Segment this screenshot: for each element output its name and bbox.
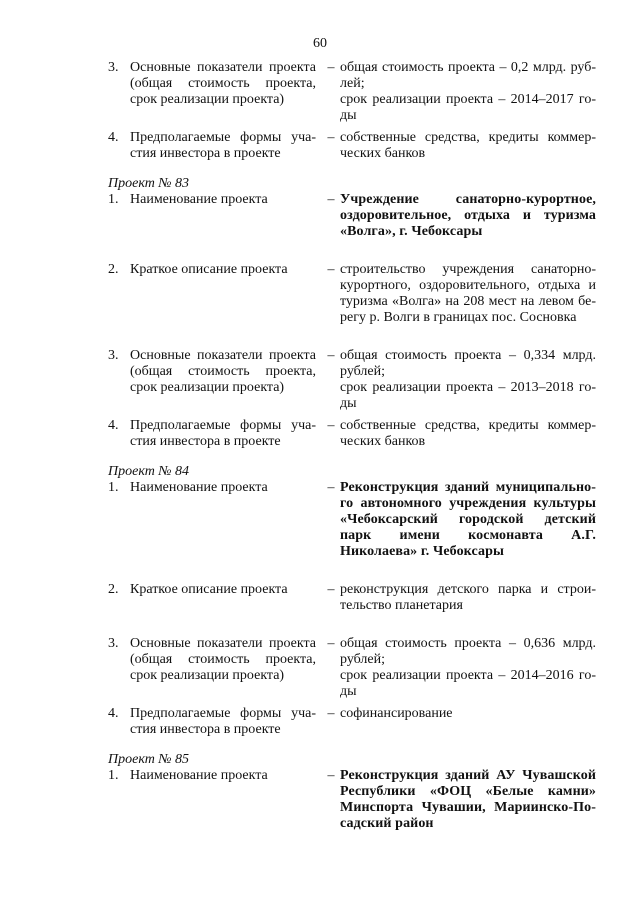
project-84-row-2 bbox=[108, 582, 596, 614]
row-number: 2. bbox=[108, 582, 119, 597]
value-line: Реконструкция зданий АУ Чувашской Республики «ФОЦ «Белые камни» Минспорта Чувашии, Мариинско-По-садский район bbox=[340, 768, 596, 831]
project-title: Проект № 85 bbox=[108, 752, 189, 767]
page-number: 60 bbox=[313, 36, 327, 51]
row-value bbox=[340, 768, 596, 832]
row-label: Краткое описание проекта bbox=[130, 262, 288, 277]
row-dash: – bbox=[327, 636, 335, 651]
row-value bbox=[340, 130, 596, 162]
row-value bbox=[340, 192, 596, 240]
row-number: 1. bbox=[108, 768, 119, 783]
row-value bbox=[340, 480, 596, 560]
value-line: собственные средства, кредиты коммер-ческих банков bbox=[340, 418, 596, 449]
row-dash: – bbox=[327, 480, 335, 495]
row-value bbox=[340, 706, 596, 722]
value-line: общая стоимость проекта – 0,334 млрд. рублей; bbox=[340, 348, 596, 379]
row-number: 4. bbox=[108, 706, 119, 721]
row-dash: – bbox=[327, 60, 335, 75]
intro-row-3 bbox=[108, 60, 596, 123]
project-83-row-3 bbox=[108, 348, 596, 411]
row-number: 3. bbox=[108, 636, 119, 651]
row-label: Наименование проекта bbox=[130, 480, 268, 495]
value-line: общая стоимость проекта – 0,2 млрд. руб-лей; bbox=[340, 60, 596, 91]
row-dash: – bbox=[327, 348, 335, 363]
row-number: 4. bbox=[108, 130, 119, 145]
project-83-row-1 bbox=[108, 192, 596, 240]
row-label: Предполагаемые формы уча-стия инвестора в проекте bbox=[130, 418, 316, 449]
value-line: строительство учреждения санаторно-курортного, оздоровительного, отдыха и туризма «Волга» на 208 мест на левом бе-регу р. Волги в границах пос. Сосновка bbox=[340, 262, 596, 325]
project-title: Проект № 84 bbox=[108, 464, 189, 479]
row-value bbox=[340, 636, 596, 700]
row-number: 3. bbox=[108, 348, 119, 363]
value-line: срок реализации проекта – 2014–2017 го-ды bbox=[340, 92, 596, 123]
row-dash: – bbox=[327, 582, 335, 597]
value-line: Реконструкция зданий муниципально-го автономного учреждения культуры «Чебоксарский городской детский парк имени космонавта А.Г. Николаева» г. Чебоксары bbox=[340, 480, 596, 559]
row-label: Основные показатели проекта (общая стоимость проекта, срок реализации проекта) bbox=[130, 348, 316, 395]
project-83-row-2 bbox=[108, 262, 596, 326]
row-label: Предполагаемые формы уча-стия инвестора в проекте bbox=[130, 130, 316, 161]
row-label: Наименование проекта bbox=[130, 192, 268, 207]
row-number: 3. bbox=[108, 60, 119, 75]
row-value bbox=[340, 60, 596, 124]
row-value bbox=[340, 348, 596, 412]
project-title: Проект № 83 bbox=[108, 176, 189, 191]
row-label: Основные показатели проекта (общая стоимость проекта, срок реализации проекта) bbox=[130, 60, 316, 107]
row-dash: – bbox=[327, 418, 335, 433]
row-label: Предполагаемые формы уча-стия инвестора в проекте bbox=[130, 706, 316, 737]
row-label: Наименование проекта bbox=[130, 768, 268, 783]
value-line: реконструкция детского парка и строи-тельство планетария bbox=[340, 582, 596, 613]
row-number: 2. bbox=[108, 262, 119, 277]
row-value bbox=[340, 262, 596, 326]
value-line: срок реализации проекта – 2013–2018 го-ды bbox=[340, 380, 596, 411]
row-value bbox=[340, 418, 596, 450]
project-85-row-1 bbox=[108, 768, 596, 832]
project-84-row-3 bbox=[108, 636, 596, 699]
row-number: 1. bbox=[108, 480, 119, 495]
row-label: Краткое описание проекта bbox=[130, 582, 288, 597]
document-body bbox=[108, 60, 596, 832]
row-number: 4. bbox=[108, 418, 119, 433]
row-dash: – bbox=[327, 706, 335, 721]
project-83-row-4 bbox=[108, 418, 596, 450]
value-line: общая стоимость проекта – 0,636 млрд. рублей; bbox=[340, 636, 596, 667]
row-number: 1. bbox=[108, 192, 119, 207]
row-dash: – bbox=[327, 768, 335, 783]
value-line: срок реализации проекта – 2014–2016 го-ды bbox=[340, 668, 596, 699]
row-dash: – bbox=[327, 262, 335, 277]
project-84-row-4 bbox=[108, 706, 596, 738]
row-label: Основные показатели проекта (общая стоимость проекта, срок реализации проекта) bbox=[130, 636, 316, 683]
value-line: собственные средства, кредиты коммер-ческих банков bbox=[340, 130, 596, 161]
row-value bbox=[340, 582, 596, 614]
row-dash: – bbox=[327, 130, 335, 145]
value-line: Учреждение санаторно-курортное, оздоровительное, отдыха и туризма «Волга», г. Чебоксары bbox=[340, 192, 596, 239]
value-line: софинансирование bbox=[340, 706, 453, 721]
project-84-row-1 bbox=[108, 480, 596, 560]
row-dash: – bbox=[327, 192, 335, 207]
intro-row-4 bbox=[108, 130, 596, 162]
